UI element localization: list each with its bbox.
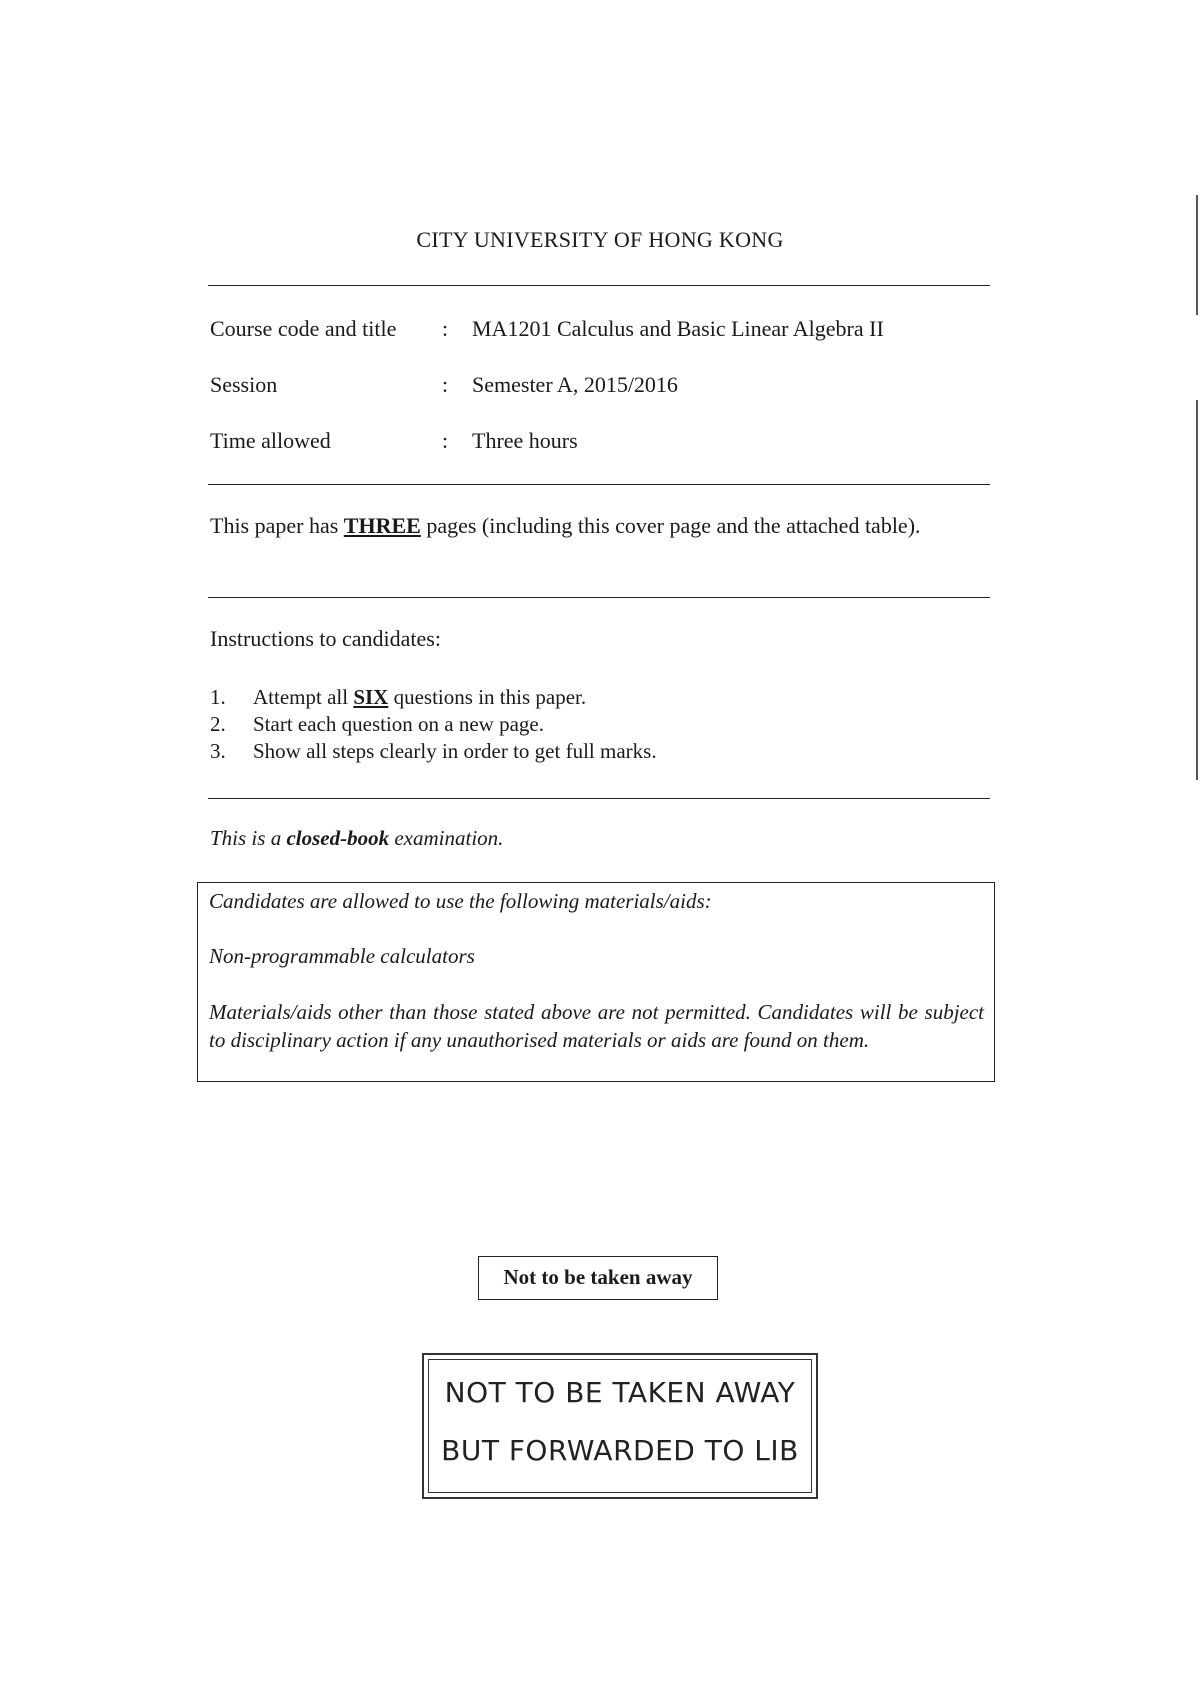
stamp-line-1: NOT TO BE TAKEN AWAY bbox=[444, 1376, 796, 1409]
allowed-materials: Non-programmable calculators bbox=[209, 944, 475, 968]
university-name: CITY UNIVERSITY OF HONG KONG bbox=[416, 227, 784, 252]
page-count: THREE bbox=[343, 513, 421, 538]
materials-intro: Candidates are allowed to use the following materials/aids: bbox=[209, 889, 712, 913]
item-text: Start each question on a new page. bbox=[253, 712, 544, 736]
not-taken-away-notice: Not to be taken away bbox=[478, 1256, 718, 1300]
divider bbox=[208, 597, 990, 598]
time-value: Three hours bbox=[472, 428, 578, 453]
item-number: 2. bbox=[210, 712, 226, 736]
instructions-title: Instructions to candidates: bbox=[210, 626, 441, 651]
item-number: 3. bbox=[210, 739, 226, 763]
scan-edge-mark bbox=[1196, 400, 1198, 780]
course-label: Course code and title bbox=[210, 316, 397, 341]
instructions-list bbox=[210, 684, 657, 765]
library-stamp bbox=[422, 1353, 818, 1499]
colon: : bbox=[442, 316, 449, 341]
materials-warning: Materials/aids other than those stated above are not permitted. Candidates will be subject to disciplinary action if any unauthorised materials or aids are found on them. bbox=[209, 1000, 984, 1052]
item-text: Show all steps clearly in order to get full marks. bbox=[253, 739, 657, 763]
stamp-inner-border bbox=[428, 1359, 812, 1493]
divider bbox=[208, 484, 990, 485]
session-row bbox=[210, 372, 678, 398]
scan-edge-mark bbox=[1196, 195, 1198, 315]
list-item bbox=[210, 738, 657, 765]
item-text: Attempt all bbox=[253, 685, 354, 709]
list-item bbox=[210, 711, 657, 738]
page-note-text: This paper has bbox=[210, 513, 344, 538]
divider bbox=[208, 285, 990, 286]
materials-box bbox=[197, 882, 995, 1082]
exam-type-emphasis: closed-book bbox=[286, 826, 390, 850]
page-count-note bbox=[210, 512, 987, 540]
exam-type bbox=[210, 826, 503, 851]
page-note-text: pages (including this cover page and the attached table). bbox=[420, 513, 921, 538]
item-number: 1. bbox=[210, 685, 226, 709]
time-label: Time allowed bbox=[210, 428, 331, 453]
course-row bbox=[210, 316, 884, 342]
course-value: MA1201 Calculus and Basic Linear Algebra II bbox=[472, 316, 884, 341]
session-value: Semester A, 2015/2016 bbox=[472, 372, 678, 397]
colon: : bbox=[442, 372, 449, 397]
time-row bbox=[210, 428, 578, 454]
question-count: SIX bbox=[353, 685, 389, 709]
session-label: Session bbox=[210, 372, 278, 397]
exam-type-text: examination. bbox=[389, 826, 504, 850]
divider bbox=[208, 798, 990, 799]
item-text: questions in this paper. bbox=[388, 685, 587, 709]
list-item bbox=[210, 684, 657, 711]
exam-type-text: This is a bbox=[210, 826, 287, 850]
stamp-line-2: BUT FORWARDED TO LIB bbox=[441, 1434, 799, 1467]
colon: : bbox=[442, 428, 449, 453]
